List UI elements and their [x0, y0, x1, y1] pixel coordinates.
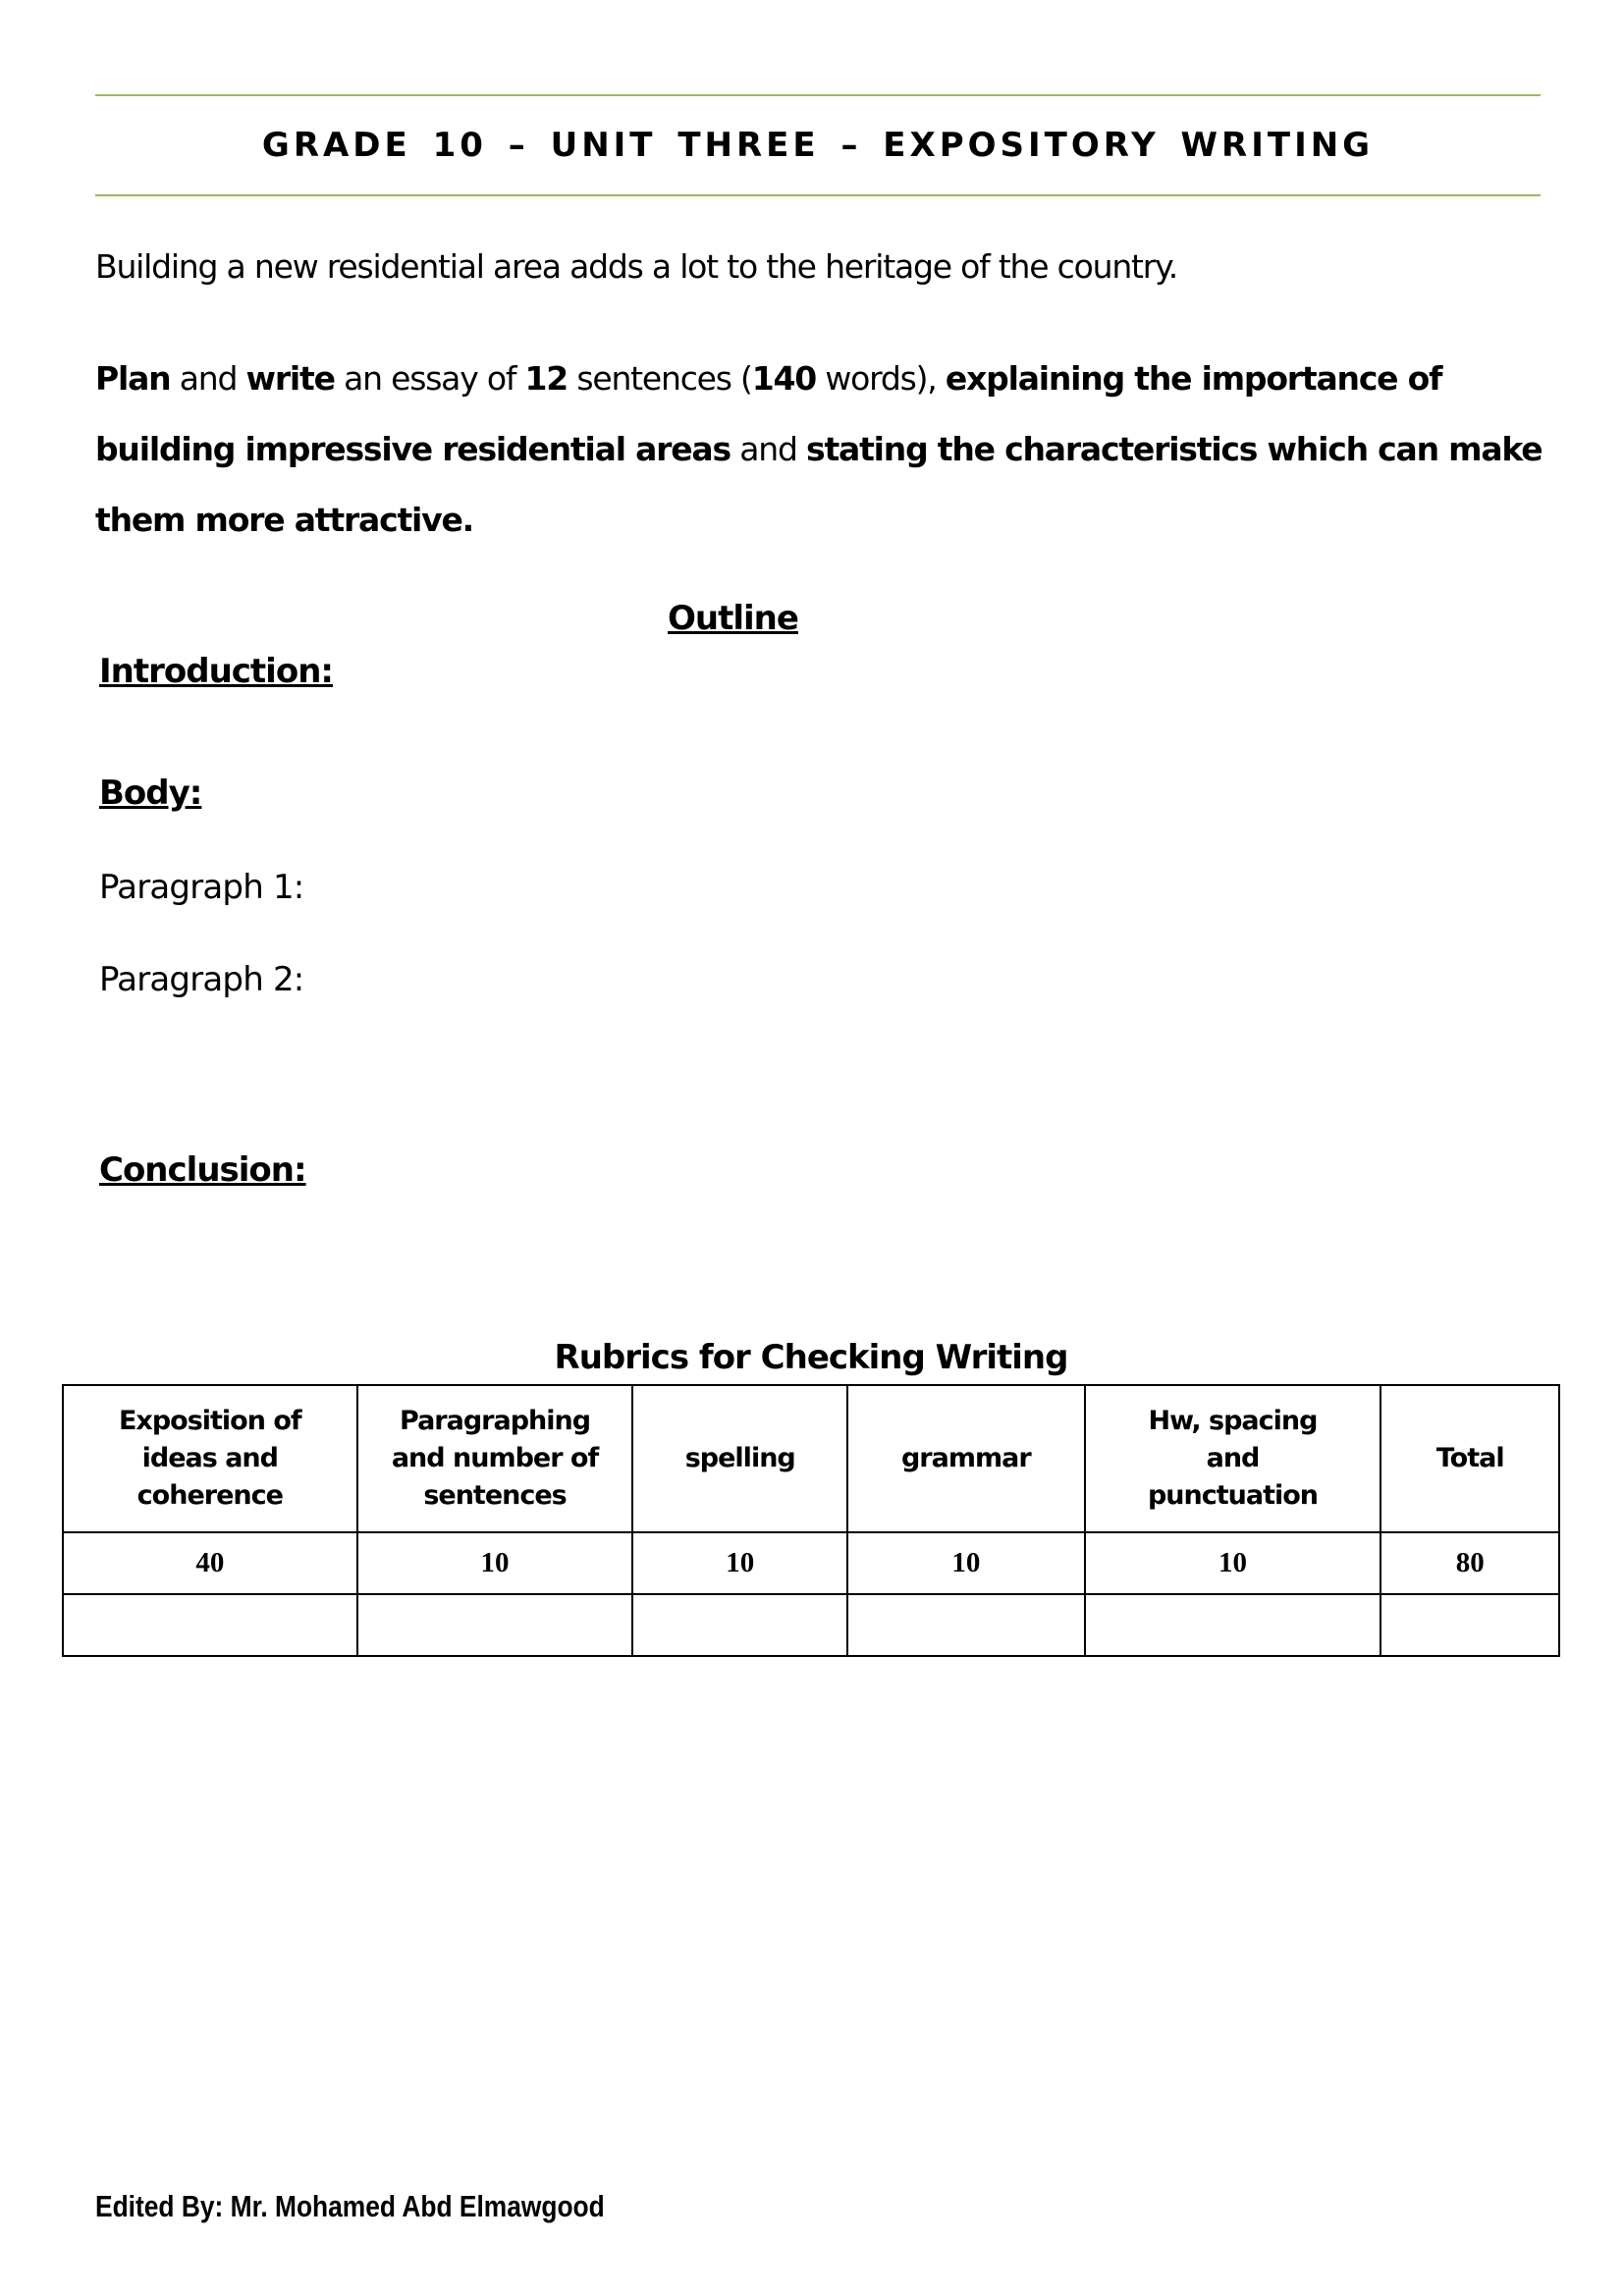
rubric-header-row — [63, 1385, 1559, 1532]
rubric-max-score: 10 — [632, 1532, 847, 1594]
rubric-student-score-row — [63, 1594, 1559, 1656]
rubric-header-cell: Paragraphing and number of sentences — [357, 1385, 633, 1532]
header-rule-top — [95, 94, 1541, 96]
rubric-table — [62, 1384, 1560, 1657]
task-part: words), — [816, 359, 946, 398]
editor-credit: Edited By: Mr. Mohamed Abd Elmawgood — [95, 2189, 605, 2223]
header-rule-bottom — [95, 194, 1541, 196]
rubric-score-entry-cell[interactable] — [847, 1594, 1085, 1656]
task-part: stating the characteristics which can make them more attractive. — [95, 430, 1543, 539]
rubric-title: Rubrics for Checking Writing — [554, 1338, 1068, 1377]
paragraph-2-label: Paragraph 2: — [99, 960, 304, 999]
body-heading: Body: — [99, 774, 202, 813]
task-part: 140 — [751, 359, 817, 398]
rubric-max-score: 80 — [1380, 1532, 1559, 1594]
conclusion-heading: Conclusion: — [99, 1150, 306, 1190]
rubric-max-score: 40 — [63, 1532, 357, 1594]
prompt-statement: Building a new residential area adds a lot to the heritage of the country. — [95, 247, 1178, 286]
page-title: GRADE 10 – UNIT THREE – EXPOSITORY WRITING — [261, 126, 1375, 165]
rubric-header-cell: spelling — [632, 1385, 847, 1532]
rubric-header-cell: grammar — [847, 1385, 1085, 1532]
rubric-max-score-row — [63, 1532, 1559, 1594]
introduction-heading: Introduction: — [99, 652, 333, 691]
rubric-score-entry-cell[interactable] — [63, 1594, 357, 1656]
paragraph-1-label: Paragraph 1: — [99, 868, 304, 907]
outline-heading: Outline — [668, 599, 798, 638]
task-part: and — [730, 430, 807, 468]
task-part: an essay of — [334, 359, 525, 398]
rubric-max-score: 10 — [1085, 1532, 1381, 1594]
task-part: and — [170, 359, 246, 398]
task-part: sentences ( — [568, 359, 752, 398]
rubric-score-entry-cell[interactable] — [1085, 1594, 1381, 1656]
rubric-max-score: 10 — [847, 1532, 1085, 1594]
task-part: 12 — [524, 359, 568, 398]
rubric-header-cell: Hw, spacing and punctuation — [1085, 1385, 1381, 1532]
task-instructions — [95, 344, 1568, 556]
rubric-header-cell: Total — [1380, 1385, 1559, 1532]
rubric-max-score: 10 — [357, 1532, 633, 1594]
rubric-score-entry-cell[interactable] — [357, 1594, 633, 1656]
rubric-header-cell: Exposition of ideas and coherence — [63, 1385, 357, 1532]
rubric-score-entry-cell[interactable] — [1380, 1594, 1559, 1656]
rubric-score-entry-cell[interactable] — [632, 1594, 847, 1656]
task-part: Plan — [95, 359, 171, 398]
task-part: write — [245, 359, 335, 398]
task-part: explaining the importance of building impressive residential areas — [95, 359, 1442, 468]
